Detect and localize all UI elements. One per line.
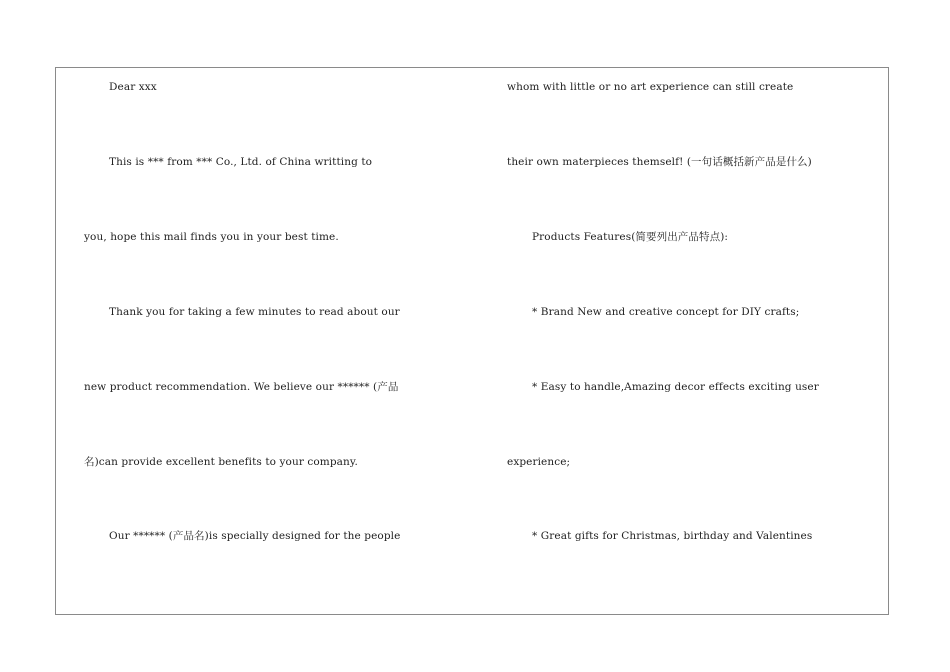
text-line: Products Features(简要列出产品特点): [532, 231, 729, 243]
text-line: This is *** from *** Co., Ltd. of China writting to [109, 156, 373, 168]
text-line: Thank you for taking a few minutes to read about our [109, 306, 400, 318]
text-line: experience; [507, 456, 571, 468]
text-line: Dear xxx [109, 81, 157, 93]
bullet-line: * Easy to handle,Amazing decor effects exciting user [532, 381, 819, 393]
text-line: new product recommendation. We believe our ****** (产品 [84, 381, 399, 393]
bullet-line: * Brand New and creative concept for DIY crafts; [532, 306, 800, 318]
text-line: their own materpieces themself! (一句话概括新产品是什么) [507, 156, 812, 168]
text-line: 名)can provide excellent benefits to your company. [84, 456, 358, 468]
bullet-line: * Great gifts for Christmas, birthday and Valentines [532, 530, 813, 542]
text-line: Our ****** (产品名)is specially designed for the people [109, 530, 401, 542]
text-line: you, hope this mail finds you in your best time. [84, 231, 339, 243]
text-line: whom with little or no art experience can still create [507, 81, 794, 93]
